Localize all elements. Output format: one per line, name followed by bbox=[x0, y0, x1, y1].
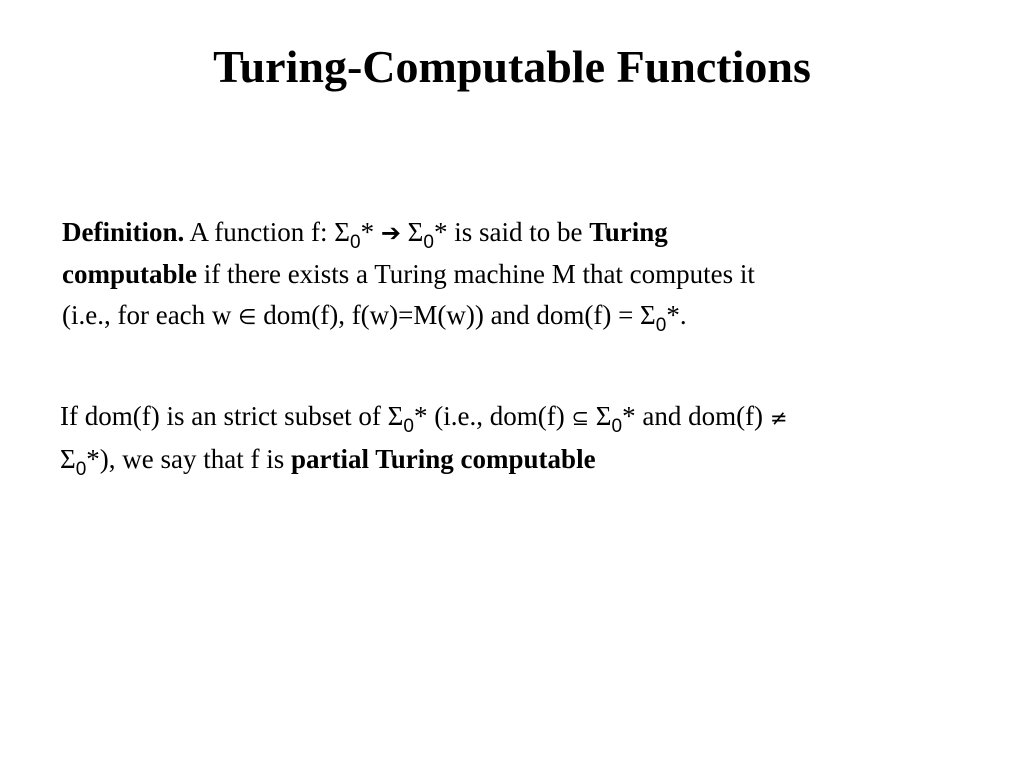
partial-paragraph bbox=[60, 396, 787, 480]
partial-turing-computable-term: partial Turing computable bbox=[291, 444, 596, 474]
definition-paragraph bbox=[62, 212, 755, 338]
definition-text: *. bbox=[666, 300, 687, 330]
definition-line-3 bbox=[62, 295, 755, 338]
partial-text: Σ bbox=[60, 444, 76, 474]
computable-term: computable bbox=[62, 259, 197, 289]
subset-symbol: ⊆ bbox=[571, 406, 590, 430]
definition-label: Definition. bbox=[62, 217, 185, 247]
slide-title: Turing-Computable Functions bbox=[213, 41, 811, 92]
partial-line-2 bbox=[60, 439, 787, 480]
partial-line-1 bbox=[60, 396, 787, 439]
sigma-subscript: 0 bbox=[423, 232, 434, 253]
partial-text: Σ bbox=[589, 401, 612, 431]
definition-text: (i.e., for each w bbox=[62, 300, 239, 330]
definition-text: Σ bbox=[400, 217, 424, 247]
not-equal-symbol: ≠ bbox=[769, 406, 788, 430]
sigma-subscript: 0 bbox=[349, 232, 361, 253]
partial-text: If dom(f) is an strict subset of Σ bbox=[60, 401, 404, 431]
partial-text: *), we say that f is bbox=[86, 444, 291, 474]
definition-line-1 bbox=[62, 212, 755, 254]
sigma-subscript: 0 bbox=[75, 459, 87, 480]
sigma-subscript: 0 bbox=[403, 416, 414, 437]
partial-text: * (i.e., dom(f) bbox=[413, 401, 572, 431]
definition-text: * is said to be bbox=[433, 217, 590, 247]
partial-text: * and dom(f) bbox=[622, 401, 770, 431]
sigma-subscript: 0 bbox=[655, 315, 667, 336]
definition-text: * bbox=[360, 217, 381, 247]
element-of-symbol: ∈ bbox=[238, 305, 257, 329]
definition-line-2 bbox=[62, 254, 755, 295]
definition-text: A function f: Σ bbox=[184, 217, 350, 247]
definition-text: if there exists a Turing machine M that computes it bbox=[197, 259, 755, 289]
turing-term: Turing bbox=[589, 217, 668, 247]
right-arrow-icon: ➔ bbox=[380, 219, 401, 247]
sigma-subscript: 0 bbox=[611, 416, 623, 437]
definition-text: dom(f), f(w)=M(w)) and dom(f) = Σ bbox=[256, 300, 656, 330]
